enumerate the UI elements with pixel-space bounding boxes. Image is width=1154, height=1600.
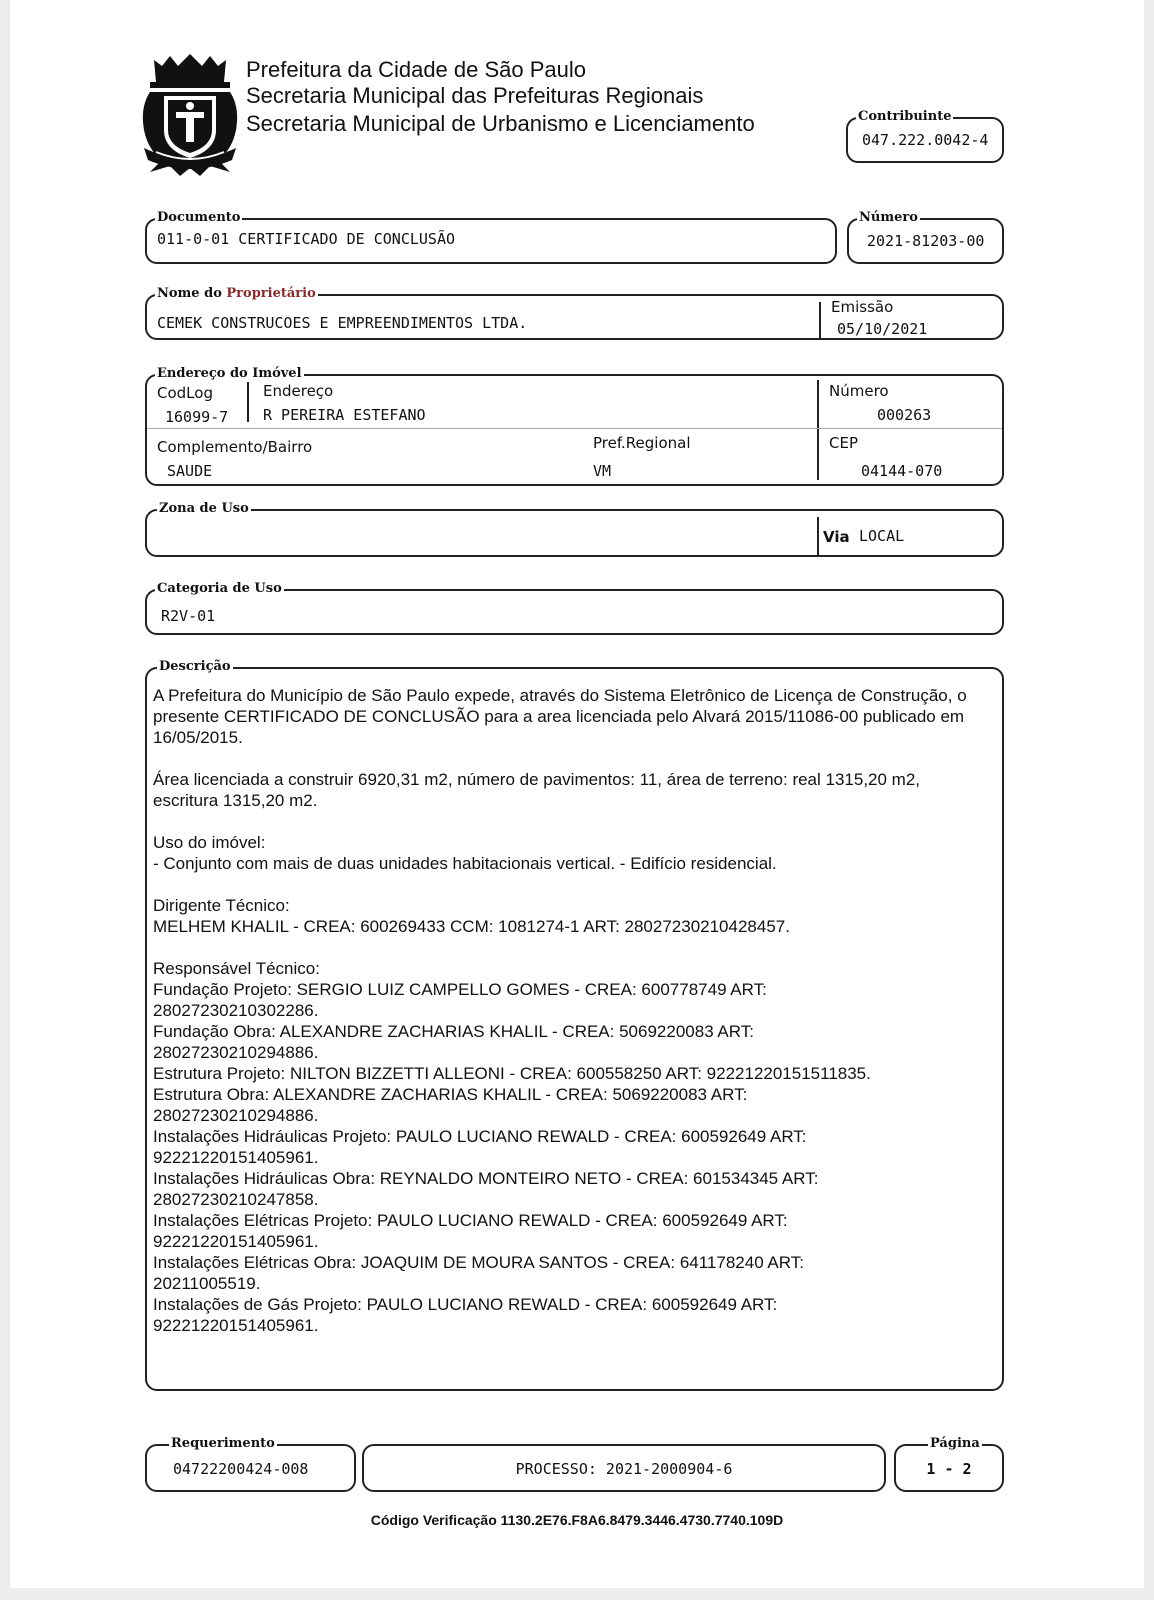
- descricao-paragraph-1: A Prefeitura do Município de São Paulo expede, através do Sistema Eletrônico de Licença de Construção, o presente CERTIFICADO DE CONCLUSÃO para a area licenciada pelo Alvará 2015/11086-00 publicado em 16/05/2015.: [153, 686, 967, 747]
- responsavel-line: Instalações Elétricas Projeto: PAULO LUCIANO REWALD - CREA: 600592649 ART:: [153, 1211, 788, 1230]
- proprietario-box: [145, 286, 1004, 340]
- contribuinte-value: 047.222.0042-4: [862, 131, 989, 149]
- descricao-label: Descrição: [159, 659, 231, 674]
- contribuinte-label: Contribuinte: [858, 109, 952, 124]
- contribuinte-box: [846, 109, 1004, 163]
- endereco-numero-value: 000263: [877, 406, 932, 424]
- codlog-divider: [247, 382, 249, 422]
- numero-label: Número: [859, 210, 918, 225]
- processo-box: [362, 1444, 886, 1492]
- uso-text: - Conjunto com mais de duas unidades habitacionais vertical. - Edifício residencial.: [153, 854, 777, 873]
- responsavel-line: Fundação Obra: ALEXANDRE ZACHARIAS KHALIL - CREA: 5069220083 ART:: [153, 1022, 754, 1041]
- numero-divider: [817, 380, 819, 480]
- codlog-label: CodLog: [157, 384, 213, 402]
- pagina-value: 1 - 2: [926, 1460, 972, 1478]
- responsavel-line: Instalações de Gás Projeto: PAULO LUCIANO REWALD - CREA: 600592649 ART:: [153, 1295, 778, 1314]
- header-prefeitura: Prefeitura da Cidade de São Paulo: [246, 57, 587, 82]
- zona-divider: [817, 517, 819, 557]
- cep-value: 04144-070: [861, 462, 943, 480]
- descricao-box: [145, 659, 1004, 1391]
- responsavel-line: 92221220151405961.: [153, 1232, 319, 1251]
- endereco-box: [145, 366, 1004, 486]
- pagina-label: Página: [930, 1436, 980, 1451]
- cep-label: CEP: [829, 434, 858, 452]
- descricao-body: [153, 685, 983, 1336]
- categoria-value: R2V-01: [161, 607, 216, 625]
- endereco-value: R PEREIRA ESTEFANO: [263, 406, 426, 424]
- zona-box: [145, 501, 1004, 557]
- emissao-value: 05/10/2021: [837, 320, 928, 338]
- numero-box: [847, 210, 1004, 264]
- codigo-verificacao: Código Verificação 1130.2E76.F8A6.8479.3446.4730.7740.109D: [370, 1512, 784, 1528]
- complemento-label: Complemento/Bairro: [157, 438, 313, 456]
- responsavel-line: Estrutura Obra: ALEXANDRE ZACHARIAS KHALIL - CREA: 5069220083 ART:: [153, 1085, 748, 1104]
- sao-paulo-coat-of-arms-icon: [140, 52, 240, 182]
- via-value: LOCAL: [859, 527, 905, 545]
- responsavel-line: Instalações Hidráulicas Projeto: PAULO LUCIANO REWALD - CREA: 600592649 ART:: [153, 1127, 807, 1146]
- responsavel-line: 20211005519.: [153, 1274, 261, 1293]
- documento-box: [145, 210, 837, 264]
- header-secretaria-regionais: Secretaria Municipal das Prefeituras Regionais: [246, 83, 704, 108]
- requerimento-label: Requerimento: [171, 1436, 275, 1451]
- documento-value: 011-0-01 CERTIFICADO DE CONCLUSÃO: [157, 230, 456, 248]
- endereco-legend: Endereço do Imóvel: [157, 366, 302, 381]
- numero-value: 2021-81203-00: [867, 232, 985, 250]
- header-secretaria-urbanismo: Secretaria Municipal de Urbanismo e Licenciamento: [246, 111, 755, 136]
- dirigente-text: MELHEM KHALIL - CREA: 600269433 CCM: 1081274-1 ART: 28027230210428457.: [153, 917, 790, 936]
- responsavel-line: 28027230210302286.: [153, 1001, 319, 1020]
- complemento-value: SAUDE: [167, 462, 213, 480]
- requerimento-value: 04722200424-008: [173, 1460, 309, 1478]
- pagina-box: [894, 1436, 1004, 1492]
- responsavel-line: Instalações Elétricas Obra: JOAQUIM DE MOURA SANTOS - CREA: 641178240 ART:: [153, 1253, 804, 1272]
- responsavel-line: 92221220151405961.: [153, 1148, 319, 1167]
- via-label: Via: [823, 528, 850, 546]
- categoria-box: [145, 581, 1004, 635]
- endereco-row-separator: [147, 428, 1002, 429]
- responsavel-line: Instalações Hidráulicas Obra: REYNALDO MONTEIRO NETO - CREA: 601534345 ART:: [153, 1169, 819, 1188]
- endereco-numero-label: Número: [829, 382, 889, 400]
- descricao-paragraph-2: Área licenciada a construir 6920,31 m2, número de pavimentos: 11, área de terreno: real 1315,20 m2, escritura 1315,20 m2.: [153, 770, 921, 810]
- responsavel-title: Responsável Técnico:: [153, 959, 320, 978]
- proprietario-value: CEMEK CONSTRUCOES E EMPREENDIMENTOS LTDA.: [157, 314, 528, 332]
- documento-label: Documento: [157, 210, 241, 225]
- regional-label: Pref.Regional: [593, 434, 691, 452]
- endereco-label: Endereço: [263, 382, 334, 400]
- requerimento-box: [145, 1436, 356, 1492]
- codlog-value: 16099-7: [165, 408, 229, 426]
- responsavel-line: 28027230210294886.: [153, 1106, 319, 1125]
- categoria-label: Categoria de Uso: [157, 581, 282, 596]
- processo-value: PROCESSO: 2021-2000904-6: [515, 1460, 733, 1478]
- document-page: [10, 0, 1144, 1588]
- regional-value: VM: [593, 462, 612, 480]
- responsavel-line: Fundação Projeto: SERGIO LUIZ CAMPELLO GOMES - CREA: 600778749 ART:: [153, 980, 767, 999]
- zona-label: Zona de Uso: [159, 501, 249, 516]
- responsavel-line: 92221220151405961.: [153, 1316, 319, 1335]
- responsavel-line: 28027230210247858.: [153, 1190, 319, 1209]
- responsavel-line: Estrutura Projeto: NILTON BIZZETTI ALLEONI - CREA: 600558250 ART: 92221220151511835.: [153, 1064, 871, 1083]
- responsavel-line: 28027230210294886.: [153, 1043, 319, 1062]
- emissao-label: Emissão: [831, 298, 894, 316]
- proprietario-label: Nome do Proprietário: [157, 286, 316, 301]
- dirigente-title: Dirigente Técnico:: [153, 896, 290, 915]
- uso-title: Uso do imóvel:: [153, 833, 266, 852]
- proprietario-divider: [819, 302, 821, 338]
